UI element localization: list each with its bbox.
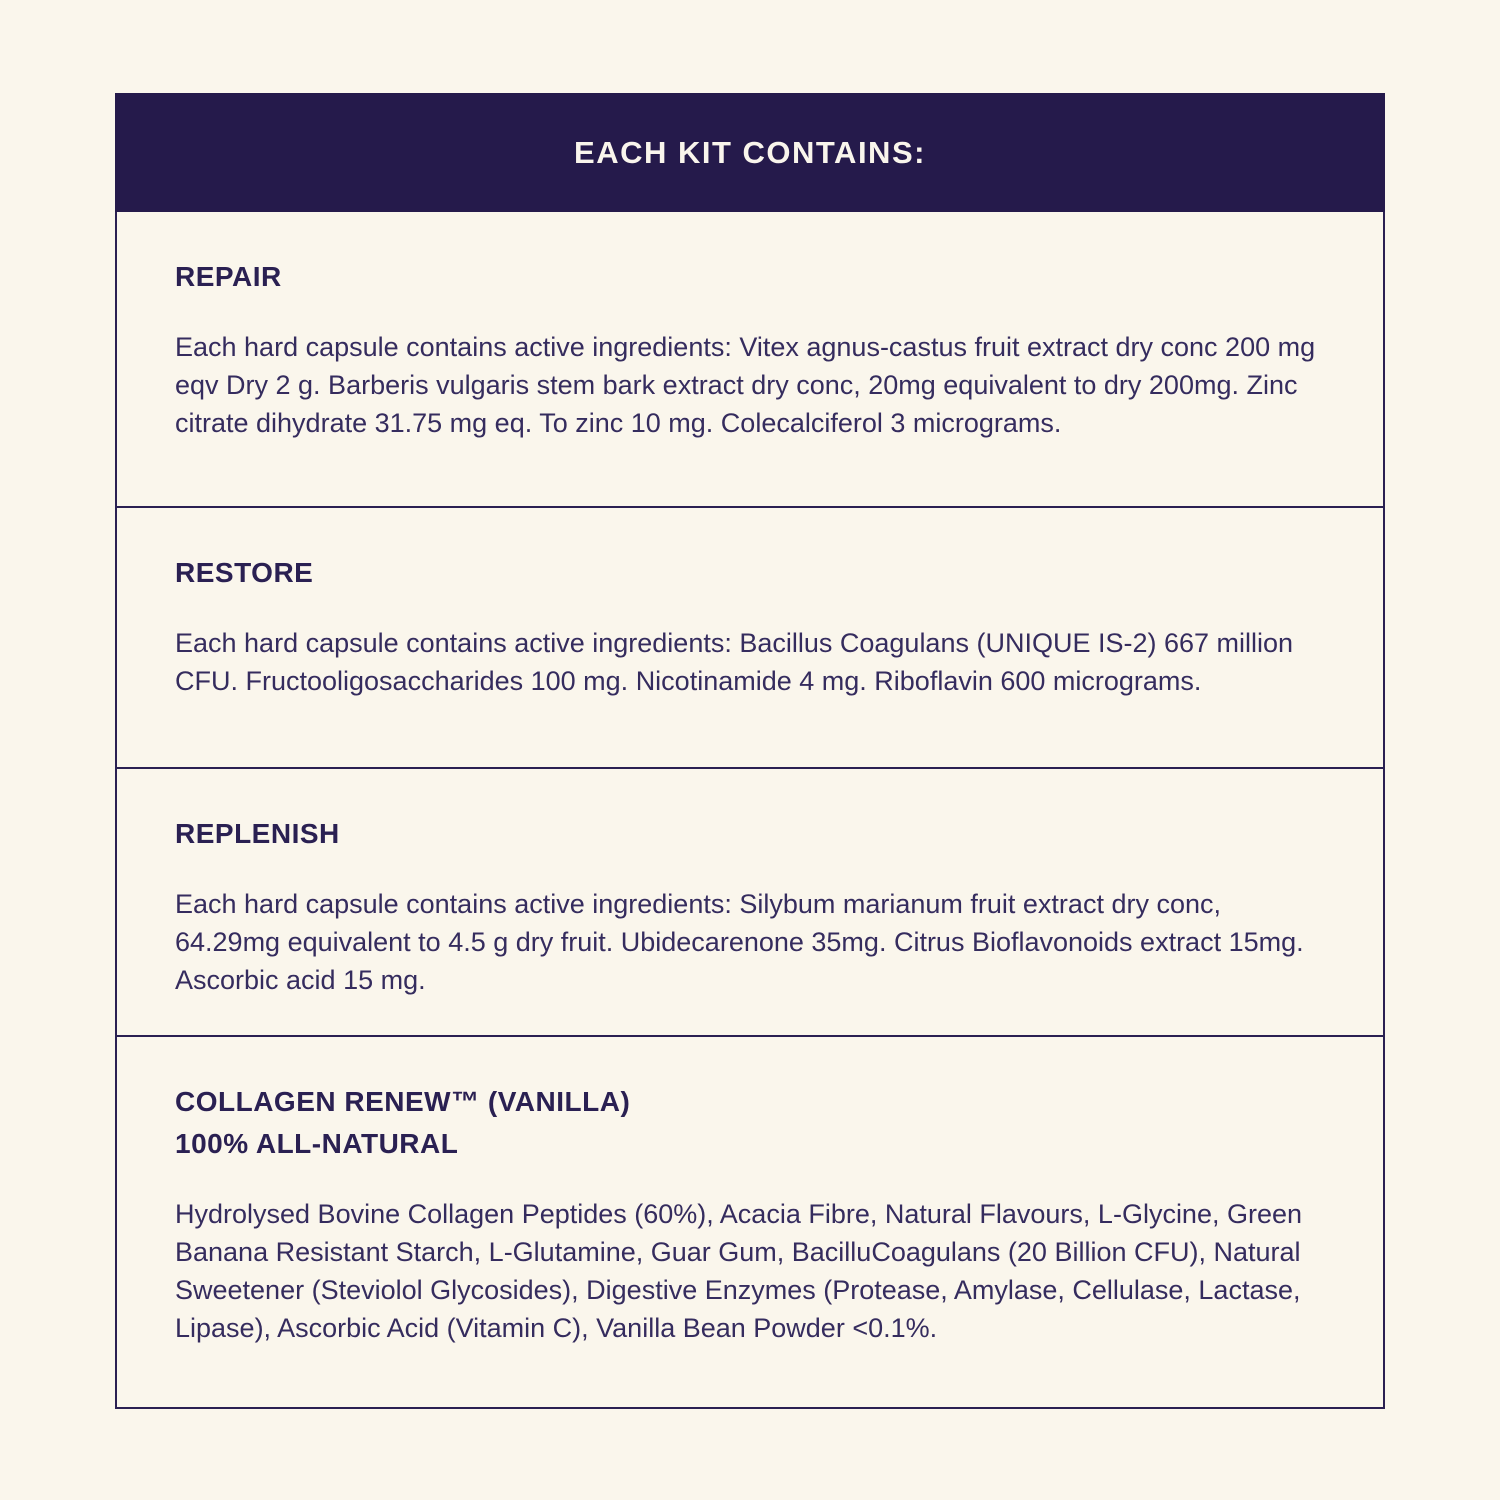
section-restore-ingredients: Each hard capsule contains active ingredients: Bacillus Coagulans (UNIQUE IS-2) 667 million CFU. Fructooligosaccharides 100 mg. Nicotinamide 4 mg. Riboflavin 600 micrograms. <box>175 628 1294 696</box>
section-repair <box>115 212 1385 508</box>
section-restore <box>115 508 1385 769</box>
header-bar <box>115 93 1385 212</box>
section-repair-ingredients: Each hard capsule contains active ingredients: Vitex agnus-castus fruit extract dry conc 200 mg eqv Dry 2 g. Barberis vulgaris stem bark extract dry conc, 20mg equivalent to dry 200mg. Zinc citrate dihydrate 31.75 mg eq. To zinc 10 mg. Colecalciferol 3 micrograms. <box>175 332 1316 438</box>
section-restore-heading: RESTORE <box>175 557 314 588</box>
section-replenish-ingredients: Each hard capsule contains active ingredients: Silybum marianum fruit extract dry conc, 64.29mg equivalent to 4.5 g dry fruit. Ubidecarenone 35mg. Citrus Bioflavonoids extract 15mg. Ascorbic acid 15 mg. <box>175 889 1304 995</box>
section-collagen-ingredients: Hydrolysed Bovine Collagen Peptides (60%), Acacia Fibre, Natural Flavours, L-Glycine, Green Banana Resistant Starch, L-Glutamine, Guar Gum, BacilluCoagulans (20 Billion CFU), Natural Sweetener (Steviolol Glycosides), Digestive Enzymes (Protease, Amylase, Cellulase, Lactase, Lipase), Ascorbic Acid (Vitamin C), Vanilla Bean Powder <0.1%. <box>175 1199 1303 1343</box>
section-collagen-heading-line2: 100% ALL-NATURAL <box>175 1128 459 1159</box>
section-collagen-renew <box>115 1037 1385 1409</box>
section-replenish-heading: REPLENISH <box>175 818 340 849</box>
section-collagen-heading-line1: COLLAGEN RENEW™ (VANILLA) <box>175 1086 631 1117</box>
panel-title: EACH KIT CONTAINS: <box>574 134 926 170</box>
section-repair-heading: REPAIR <box>175 261 282 292</box>
kit-contents-panel <box>115 93 1385 1409</box>
section-replenish <box>115 769 1385 1037</box>
